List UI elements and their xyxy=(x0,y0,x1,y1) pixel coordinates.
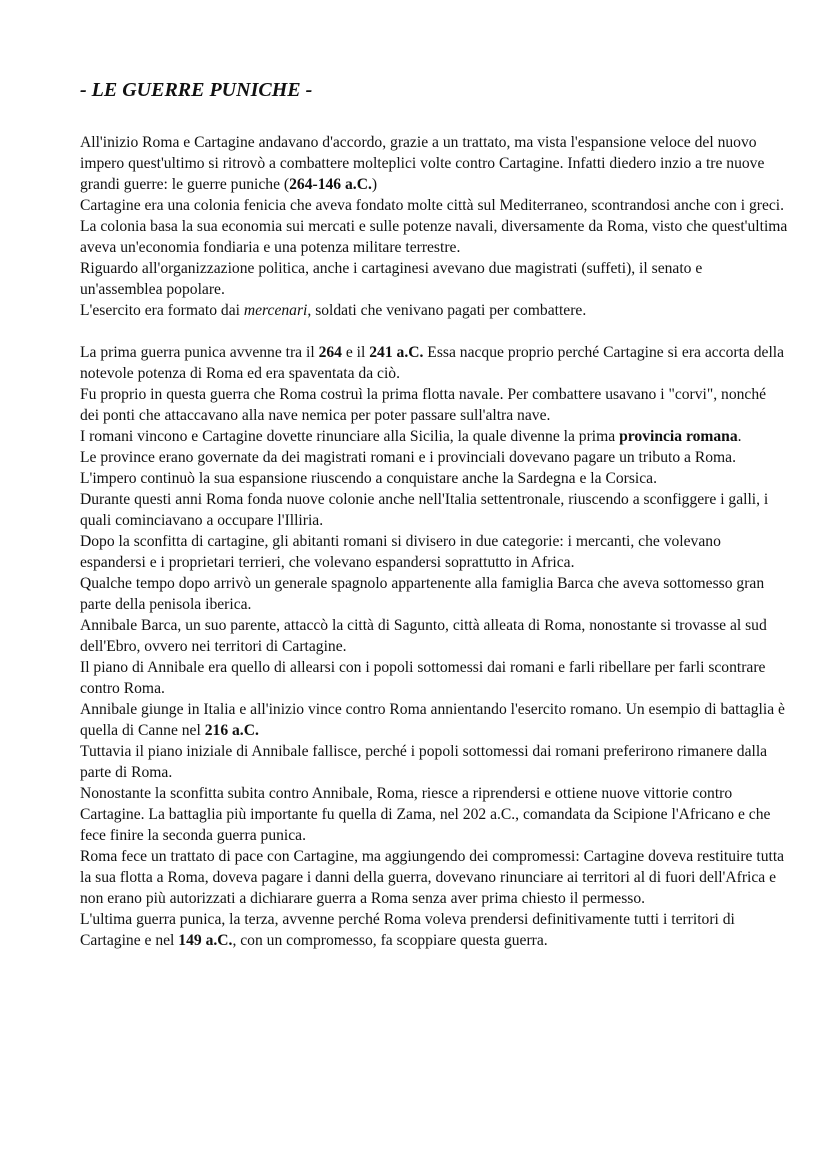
text-run: Essa nacque proprio perché Cartagine si era accorta della notevole potenza di Roma ed era spaventata da ciò. xyxy=(80,344,785,382)
text-run: I romani vincono e Cartagine dovette rinunciare alla Sicilia, la quale divenne la prima xyxy=(80,428,620,445)
text-run: La prima guerra punica avvenne tra il xyxy=(80,344,319,361)
paragraph xyxy=(80,909,788,951)
text-run: ) xyxy=(371,176,378,193)
text-run: . xyxy=(737,428,742,445)
text-run: All'inizio Roma e Cartagine andavano d'accordo, grazie a un trattato, ma vista l'espansione veloce del nuovo impero quest'ultimo si ritrovò a combattere molteplici volte contro Cartagine. Infatti diedero inzio a tre nuove grandi guerre: le guerre puniche ( xyxy=(80,134,765,193)
section-wars xyxy=(80,342,788,951)
section-introduction xyxy=(80,132,788,321)
paragraph: Dopo la sconfitta di cartagine, gli abitanti romani si divisero in due categorie: i mercanti, che volevano espandersi e i proprietari terrieri, che volevano espandersi soprattutto in Africa. xyxy=(80,533,721,571)
paragraph xyxy=(80,699,788,741)
paragraph: Riguardo all'organizzazione politica, anche i cartaginesi avevano due magistrati (suffeti), il senato e un'assemblea popolare. xyxy=(80,260,703,298)
paragraph: Le province erano governate da dei magistrati romani e i provinciali dovevano pagare un tributo a Roma. xyxy=(80,449,737,466)
bold-date: 264 xyxy=(318,344,342,361)
italic-term: mercenari xyxy=(243,302,308,319)
paragraph: Tuttavia il piano iniziale di Annibale fallisce, perché i popoli sottomessi dai romani preferirono rimanere dalla parte di Roma. xyxy=(80,743,768,781)
text-run: Annibale giunge in Italia e all'inizio vince contro Roma annientando l'esercito romano. Un esempio di battaglia è quella di Canne nel xyxy=(80,701,785,739)
paragraph: Il piano di Annibale era quello di allearsi con i popoli sottomessi dai romani e farli ribellare per farli scontrare contro Roma. xyxy=(80,659,766,697)
document-title: - LE GUERRE PUNICHE - xyxy=(80,79,313,101)
paragraph: Annibale Barca, un suo parente, attaccò la città di Sagunto, città alleata di Roma, nonostante si trovasse al sud dell'Ebro, ovvero nei territori di Cartagine. xyxy=(80,617,767,655)
paragraph: Roma fece un trattato di pace con Cartagine, ma aggiungendo dei compromessi: Cartagine doveva restituire tutta la sua flotta a Roma, doveva pagare i danni della guerra, dovevano rinunciare ai territori al di fuori dell'Africa e non erano più autorizzati a dichiarare guerra a Roma senza aver prima chiesto il permesso. xyxy=(80,848,785,907)
paragraph: Nonostante la sconfitta subita contro Annibale, Roma, riesce a riprendersi e ottiene nuove vittorie contro Cartagine. La battaglia più importante fu quella di Zama, nel 202 a.C., comandata da Scipione l'Africano e che fece finire la seconda guerra punica. xyxy=(80,785,771,844)
paragraph: Durante questi anni Roma fonda nuove colonie anche nell'Italia settentronale, riuscendo a sconfiggere i galli, i quali cominciavano a occupare l'Illiria. xyxy=(80,491,769,529)
paragraph: L'impero continuò la sua espansione riuscendo a conquistare anche la Sardegna e la Corsica. xyxy=(80,470,657,487)
paragraph: Cartagine era una colonia fenicia che aveva fondato molte città sul Mediterraneo, scontrandosi anche con i greci. La colonia basa la sua economia sui mercati e sulle potenze navali, diversamente da Roma, visto che quest'ultima aveva un'economia fondiaria e una potenza militare terrestre. xyxy=(80,197,788,256)
paragraph xyxy=(80,132,788,195)
text-run: L'esercito era formato dai xyxy=(80,302,244,319)
paragraph xyxy=(80,300,788,321)
text-run: L'ultima guerra punica, la terza, avvenne perché Roma voleva prendersi definitivamente tutti i territori di Cartagine e nel xyxy=(80,911,735,949)
paragraph xyxy=(80,342,788,384)
bold-date: 216 a.C. xyxy=(204,722,259,739)
bold-date: 241 a.C. xyxy=(369,344,424,361)
bold-date: 264-146 a.C. xyxy=(289,176,372,193)
paragraph: Qualche tempo dopo arrivò un generale spagnolo appartenente alla famiglia Barca che aveva sottomesso gran parte della penisola iberica. xyxy=(80,575,765,613)
text-run: , soldati che venivano pagati per combattere. xyxy=(307,302,587,319)
bold-date: 149 a.C. xyxy=(178,932,233,949)
paragraph xyxy=(80,426,788,447)
paragraph: Fu proprio in questa guerra che Roma costruì la prima flotta navale. Per combattere usavano i "corvi", nonché dei ponti che attaccavano alla nave nemica per poter passare sull'altra nave. xyxy=(80,386,767,424)
paragraph-gap xyxy=(80,321,788,342)
text-run: e il xyxy=(341,344,370,361)
bold-term: provincia romana xyxy=(619,428,738,445)
text-run: , con un compromesso, fa scoppiare questa guerra. xyxy=(232,932,548,949)
